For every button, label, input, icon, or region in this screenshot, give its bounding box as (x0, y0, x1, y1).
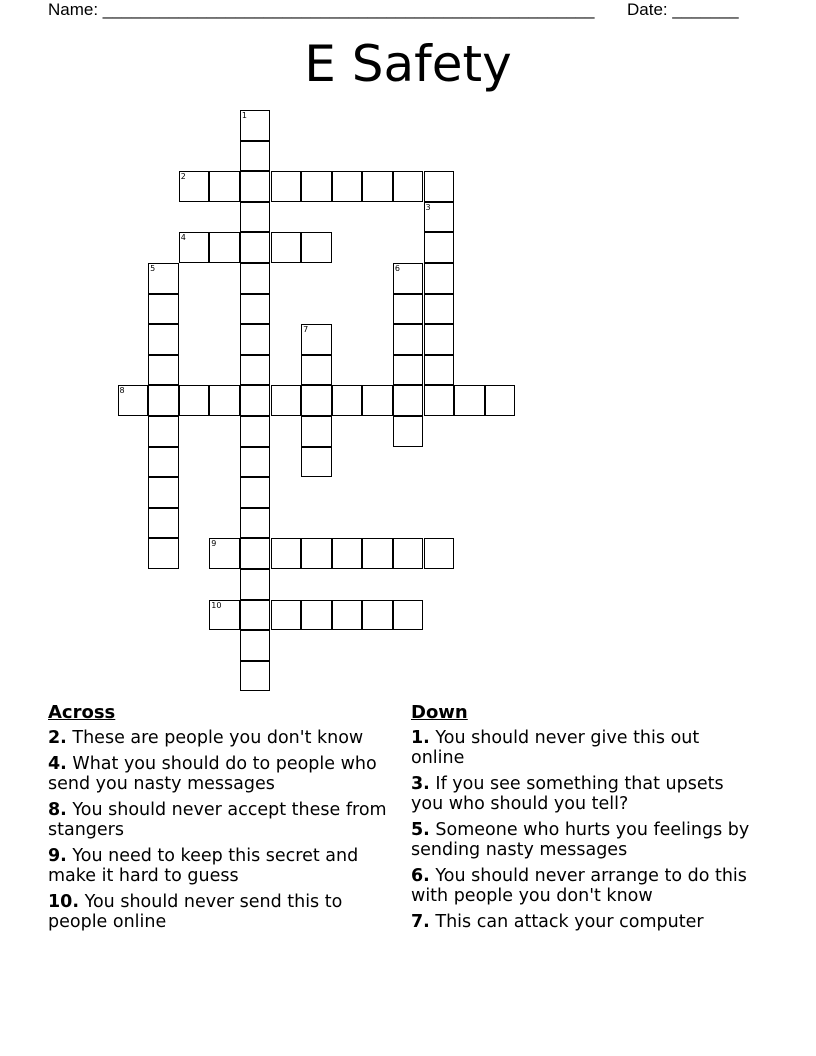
grid-cell[interactable] (393, 171, 424, 202)
clue-down-1 (411, 728, 751, 768)
grid-cell[interactable] (240, 508, 271, 539)
clue-text: If you see something that upsets you who should you tell? (411, 774, 724, 814)
grid-cell[interactable] (179, 232, 210, 263)
grid-cell[interactable] (424, 171, 455, 202)
clue-number-label: 3 (425, 202, 431, 212)
grid-cell[interactable] (240, 232, 271, 263)
clue-text: This can attack your computer (435, 912, 704, 932)
clue-number: 5. (411, 820, 430, 840)
clue-down-6 (411, 866, 751, 906)
grid-cell[interactable] (485, 385, 516, 416)
grid-cell[interactable] (271, 171, 302, 202)
grid-cell[interactable] (209, 232, 240, 263)
grid-cell[interactable] (301, 171, 332, 202)
clue-across-10 (48, 892, 388, 932)
grid-cell[interactable] (148, 416, 179, 447)
grid-cell[interactable] (393, 324, 424, 355)
grid-cell[interactable] (240, 324, 271, 355)
grid-cell[interactable] (240, 202, 271, 233)
clue-down-5 (411, 820, 751, 860)
clue-down-3 (411, 774, 751, 814)
grid-cell[interactable] (362, 600, 393, 631)
grid-cell[interactable] (362, 171, 393, 202)
grid-cell[interactable] (148, 324, 179, 355)
grid-cell[interactable] (209, 538, 240, 569)
clue-text: You need to keep this secret and make it hard to guess (48, 846, 359, 886)
grid-cell[interactable] (240, 141, 271, 172)
grid-cell[interactable] (240, 538, 271, 569)
clue-number-label: 7 (303, 325, 309, 335)
grid-cell[interactable] (148, 447, 179, 478)
grid-cell[interactable] (179, 385, 210, 416)
clue-down-7 (411, 912, 751, 932)
grid-cell[interactable] (240, 630, 271, 661)
grid-cell[interactable] (240, 569, 271, 600)
page-title: E Safety (304, 35, 512, 93)
clue-across-2 (48, 728, 388, 748)
grid-cell[interactable] (332, 600, 363, 631)
grid-cell[interactable] (271, 385, 302, 416)
clue-number: 2. (48, 728, 67, 748)
across-heading: Across (48, 702, 116, 723)
clue-across-9 (48, 846, 388, 886)
clue-number-label: 1 (241, 111, 247, 120)
grid-cell[interactable] (179, 171, 210, 202)
clue-number: 1. (411, 728, 430, 748)
grid-cell[interactable] (424, 355, 455, 386)
grid-cell[interactable] (148, 294, 179, 325)
grid-cell[interactable] (148, 538, 179, 569)
grid-cell[interactable] (424, 263, 455, 294)
clue-number-label: 4 (180, 233, 186, 243)
grid-cell[interactable] (240, 263, 271, 294)
clue-number-label: 2 (180, 172, 186, 182)
grid-cell[interactable] (393, 538, 424, 569)
grid-cell[interactable] (393, 600, 424, 631)
clue-text: You should never arrange to do this with people you don't know (411, 866, 747, 906)
grid-cell[interactable] (148, 477, 179, 508)
grid-cell[interactable] (301, 447, 332, 478)
grid-cell[interactable] (240, 355, 271, 386)
clue-number-label: 10 (211, 600, 222, 610)
clue-across-8 (48, 800, 388, 840)
clue-text: What you should do to people who send you nasty messages (48, 754, 377, 794)
clue-number: 9. (48, 846, 67, 866)
grid-cell[interactable] (118, 385, 149, 416)
grid-cell[interactable] (240, 477, 271, 508)
clue-text: You should never accept these from stangers (48, 800, 387, 840)
grid-cell[interactable] (424, 294, 455, 325)
grid-cell[interactable] (393, 385, 424, 416)
grid-cell[interactable] (240, 600, 271, 631)
grid-cell[interactable] (148, 508, 179, 539)
grid-cell[interactable] (148, 355, 179, 386)
grid-cell[interactable] (301, 232, 332, 263)
across-clues (48, 702, 388, 938)
grid-cell[interactable] (301, 416, 332, 447)
clue-across-4 (48, 754, 388, 794)
grid-cell[interactable] (393, 294, 424, 325)
clue-text: These are people you don't know (72, 728, 364, 748)
clue-number-label: 6 (394, 264, 400, 273)
grid-cell[interactable] (209, 385, 240, 416)
grid-cell[interactable] (240, 171, 271, 202)
grid-cell[interactable] (148, 385, 179, 416)
clue-number: 6. (411, 866, 430, 886)
grid-cell[interactable] (393, 416, 424, 447)
grid-cell[interactable] (240, 447, 271, 478)
clue-number: 10. (48, 892, 80, 912)
grid-cell[interactable] (301, 355, 332, 386)
clue-text: You should never give this out online (411, 728, 700, 768)
grid-cell[interactable] (332, 538, 363, 569)
clue-text: Someone who hurts you feelings by sending nasty messages (411, 820, 750, 860)
grid-cell[interactable] (424, 385, 455, 416)
grid-cell[interactable] (301, 600, 332, 631)
grid-cell[interactable] (332, 171, 363, 202)
down-clues (411, 702, 751, 938)
clue-number-label: 8 (119, 386, 125, 396)
grid-cell[interactable] (209, 600, 240, 631)
grid-cell[interactable] (393, 263, 424, 294)
grid-cell[interactable] (301, 324, 332, 355)
clue-number-label: 9 (211, 539, 217, 549)
name-field: Name: ____________________________________________________ (48, 0, 595, 19)
grid-cell[interactable] (271, 600, 302, 631)
grid-cell[interactable] (424, 538, 455, 569)
grid-cell[interactable] (301, 385, 332, 416)
clue-number: 4. (48, 754, 67, 774)
grid-cell[interactable] (240, 416, 271, 447)
grid-cell[interactable] (240, 294, 271, 325)
grid-cell[interactable] (362, 385, 393, 416)
grid-cell[interactable] (271, 232, 302, 263)
clue-number: 8. (48, 800, 67, 820)
grid-cell[interactable] (148, 263, 179, 294)
date-field: Date: _______ (627, 0, 739, 19)
grid-cell[interactable] (240, 385, 271, 416)
clue-number-label: 5 (150, 264, 156, 273)
grid-cell[interactable] (240, 661, 271, 692)
grid-cell[interactable] (424, 324, 455, 355)
grid-cell[interactable] (424, 232, 455, 263)
grid-cell[interactable] (301, 538, 332, 569)
grid-cell[interactable] (454, 385, 485, 416)
grid-cell[interactable] (393, 355, 424, 386)
grid-cell[interactable] (362, 538, 393, 569)
grid-cell[interactable] (332, 385, 363, 416)
down-heading: Down (411, 702, 468, 723)
grid-cell[interactable] (424, 202, 455, 233)
grid-cell[interactable] (240, 110, 271, 141)
clue-number: 3. (411, 774, 430, 794)
grid-cell[interactable] (271, 538, 302, 569)
clue-text: You should never send this to people online (48, 892, 343, 932)
clue-number: 7. (411, 912, 430, 932)
grid-cell[interactable] (209, 171, 240, 202)
